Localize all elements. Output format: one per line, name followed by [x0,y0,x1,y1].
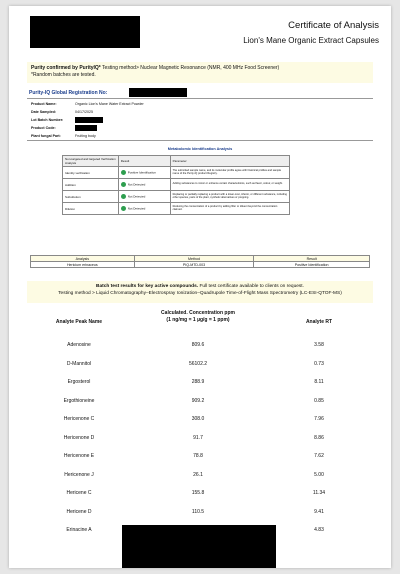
check-status-icon [121,182,126,187]
table-row [63,179,290,191]
parameter-cell: Adding substances to mimic or enhance certain characteristics, such as flavor, colour, or weight. [170,179,289,191]
redacted-product-code [75,125,97,131]
result-cell [118,179,170,191]
table-row [31,262,370,268]
parameter-cell: The submitted sample name, and its molecular profile agree with historical profiles and sample name of the Purity-IQ product Registry. [170,167,289,179]
analyte-concentration: 809.6 [191,342,205,348]
analyte-rt: 7.96 [314,416,324,422]
analyte-name: Hericenone C [63,416,95,422]
result-text: Not Detected [127,182,146,187]
analyte-row [9,398,391,408]
analyte-name: D-Mannitol [66,360,92,367]
concentration-header-line: Calculated. Concentration ppm [161,310,235,316]
analyte-concentration: 26.1 [193,471,203,478]
analyte-row [9,490,391,500]
info-value: 04/17/2025 [75,110,93,114]
table-row [63,203,290,215]
analysis-cell: Identity verification [63,167,119,179]
analyte-concentration: 56102.2 [188,360,208,367]
purity-banner [27,62,373,83]
analyte-name: Hericenone D [63,434,95,441]
analyte-concentration: 155.8 [191,490,205,496]
check-status-icon [121,194,126,199]
divider [27,140,373,141]
purity-note: *Random batches are tested. [31,71,96,78]
column-header: Analysis [31,256,135,262]
column-header: Non-targeted and targeted Verification Analysis [63,156,119,167]
result-cell [118,191,170,203]
retention-time-header: Analyte RT [305,319,333,325]
metabolomic-table [62,155,290,215]
analyte-row [9,361,391,371]
redacted-registration-number [129,88,187,97]
method-cell: PIQ-MTD-003 [134,262,254,268]
analyte-name-header: Analyte Peak Name [55,319,103,325]
info-label: Plant fungal Part: [31,134,61,138]
batch-banner [27,281,373,303]
info-value: Fruiting body [75,134,96,138]
analysis-cell: Addition [63,179,119,191]
batch-statement: Batch test results for key active compounds. [96,284,199,289]
analyte-rt: 7.62 [314,453,324,459]
result-text: Not Detected [127,194,146,199]
result-text: Positive Identification [127,170,156,175]
info-value: Organic Lion's Mane Water Extract Powder [75,102,144,106]
product-title: Lion's Mane Organic Extract Capsules [243,36,379,45]
table-row [63,191,290,203]
analyte-rt: 11.34 [312,490,326,496]
certificate-page [9,6,391,568]
concentration-header [133,310,263,324]
analyte-rt: 9.41 [314,508,324,515]
analyte-row [9,509,391,519]
check-status-icon [121,206,126,211]
analyte-rt: 3.58 [314,342,324,348]
analyte-name: Erinacine A [66,527,92,533]
analyte-name: Hericenone J [64,471,94,478]
redacted-lot-number [75,117,103,123]
analyte-name: Hericenone E [63,453,95,459]
certificate-title: Certificate of Analysis [288,20,379,31]
analyte-row [9,416,391,426]
results-summary-table [30,255,370,268]
analyte-rt: 8.86 [314,434,324,441]
table-row [63,167,290,179]
analyte-row [9,472,391,482]
analyte-name: Hericene C [66,490,92,496]
result-cell [118,167,170,179]
info-label: Date Sampled: [31,110,56,114]
analyte-row [9,342,391,352]
analysis-cell: Hericium erinaceus [31,262,135,268]
redacted-signature [122,525,276,568]
result-cell [118,203,170,215]
analyte-row [9,379,391,389]
concentration-unit-line: (1 ng/mg = 1 µg/g = 1 ppm) [166,316,230,323]
analyte-rt: 5.00 [314,471,324,478]
info-label: Product Code: [31,126,56,130]
batch-note: Full test certificate available to clients on request. [198,284,304,289]
analyte-name: Hericene D [66,508,92,515]
batch-method: Testing method > Liquid Chromatography–Electrospray Ionization–Quadrupole Time-of-Flight Mass Spectrometry (LC-ESI-QTOF-MS) [58,290,342,296]
analyte-rt: 4.83 [314,527,324,533]
analyte-name: Ergosterol [67,379,91,385]
registration-label: Purity-IQ Global Registration No: [29,90,108,96]
info-label: Product Name: [31,102,57,106]
analyte-concentration: 78.8 [193,453,203,459]
metabolomic-title: Metabolomic Identification Analysis [167,147,233,151]
info-label: Lot Batch Number: [31,118,64,122]
parameter-cell: Replacing or partially replacing a product with a lower-cost, inferior, or different substance, including other species, parts of the plant, synthetic alternatives or prepping. [170,191,289,203]
metabolomic-header-row [63,156,290,167]
column-header: Result [118,156,170,167]
analyte-concentration: 110.5 [191,508,205,515]
analyte-concentration: 308.0 [191,416,205,422]
analyte-rt: 0.73 [314,360,324,367]
column-header: Method [134,256,254,262]
purity-method: Testing method> Nuclear Magnetic Resonance (NMR, 400 MHz Food Screener) [100,65,280,71]
result-cell: Positive Identification [254,262,370,268]
result-text: Not Detected [127,206,146,211]
analysis-cell: Substitution [63,191,119,203]
analysis-cell: Dilution [63,203,119,215]
analyte-row [9,435,391,445]
analyte-concentration: 909.2 [191,397,205,404]
analyte-row [9,453,391,463]
analyte-concentration: 288.9 [191,379,205,385]
divider [27,98,373,99]
check-status-icon [121,170,126,175]
redacted-logo [30,16,140,48]
analyte-name: Adenosine [67,342,91,348]
analyte-concentration: 91.7 [193,434,203,441]
parameter-cell: Reducing the concentration of a product by adding filler or diluent beyond the concentration claimed. [170,203,289,215]
purity-statement: Purity confirmed by PurityIQ* [31,65,101,71]
column-header: Parameter [170,156,289,167]
column-header: Result [254,256,370,262]
analyte-rt: 0.85 [314,397,324,404]
analyte-name: Ergothioneine [63,397,95,404]
analyte-rt: 8.11 [314,379,324,385]
